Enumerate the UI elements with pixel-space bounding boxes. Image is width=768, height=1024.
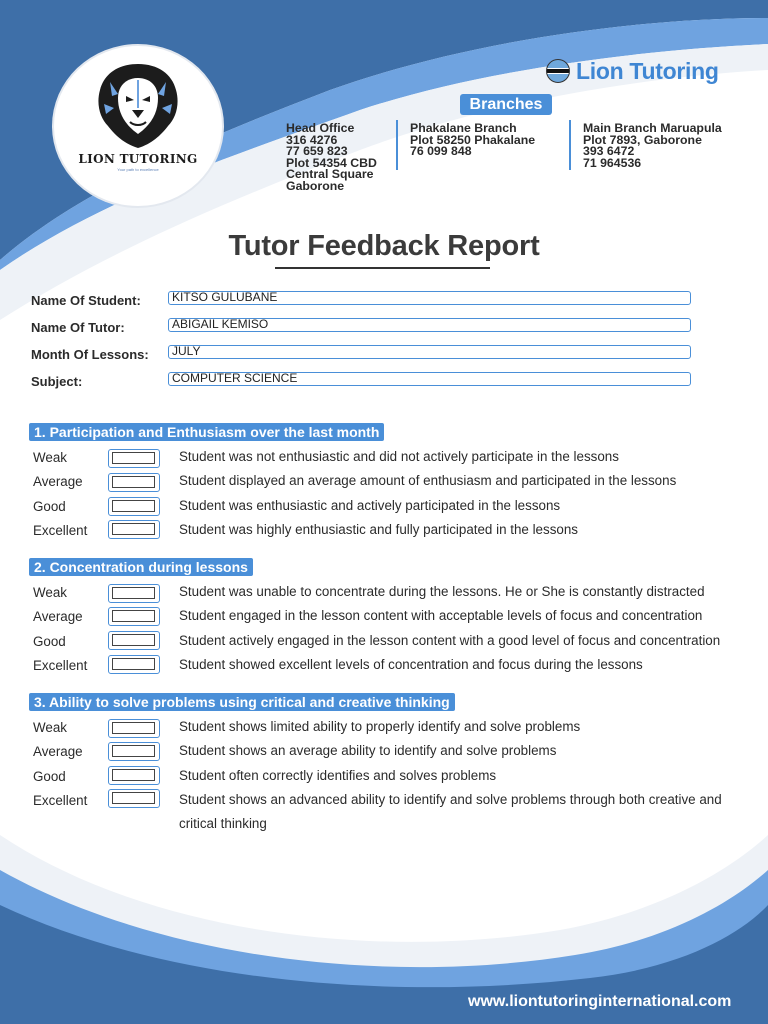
branch-maruapula	[583, 123, 722, 169]
logo-tagline: Your path to excellence	[117, 167, 159, 172]
rating-checkbox-weak[interactable]	[108, 449, 160, 468]
logo-wordmark: LION TUTORING	[78, 152, 198, 166]
rating-description: Student shows limited ability to properly identify and solve problems	[179, 719, 581, 734]
branch-divider	[396, 120, 398, 170]
rating-label: Average	[33, 474, 83, 489]
branch-line: Phakalane Branch	[410, 121, 517, 135]
rating-description: Student was unable to concentrate during the lessons. He or She is constantly distracted	[179, 584, 705, 599]
rating-description: Student displayed an average amount of enthusiasm and participated in the lessons	[179, 473, 677, 488]
branch-line: 393 6472	[583, 144, 635, 159]
branches-badge: Branches	[460, 94, 552, 115]
title-underline	[275, 267, 490, 269]
tutor-name-field[interactable]	[168, 318, 691, 332]
student-name-label: Name Of Student:	[31, 293, 141, 308]
branch-line: Head Office	[286, 121, 355, 135]
rating-checkbox-excellent[interactable]	[108, 520, 160, 539]
branch-line: 316 4276	[286, 132, 338, 147]
month-value: JULY	[172, 344, 201, 358]
rating-label: Weak	[33, 450, 67, 465]
section-heading-concentration: 2. Concentration during lessons	[29, 558, 253, 576]
month-label: Month Of Lessons:	[31, 347, 149, 362]
rating-checkbox-excellent[interactable]	[108, 789, 160, 808]
rating-checkbox-good[interactable]	[108, 631, 160, 650]
rating-checkbox-good[interactable]	[108, 497, 160, 516]
subject-label: Subject:	[31, 374, 83, 389]
rating-description: Student shows an advanced ability to identify and solve problems through both creative and critical thinking	[179, 792, 722, 831]
brand-name: Lion Tutoring	[576, 57, 719, 84]
branch-line: 76 099 848	[410, 144, 472, 159]
rating-label: Good	[33, 769, 66, 784]
rating-label: Weak	[33, 585, 67, 600]
branch-line: Plot 54354 CBD	[286, 155, 377, 170]
student-name-value: KITSO GULUBANE	[172, 290, 278, 304]
rating-label: Average	[33, 609, 83, 624]
tutor-name-value: ABIGAIL KEMISO	[172, 317, 269, 331]
branch-phakalane	[410, 123, 535, 158]
branch-divider	[569, 120, 571, 170]
rating-checkbox-weak[interactable]	[108, 584, 160, 603]
section-heading-problem-solving: 3. Ability to solve problems using critical and creative thinking	[29, 693, 455, 711]
rating-label: Excellent	[33, 523, 88, 538]
rating-checkbox-average[interactable]	[108, 742, 160, 761]
branch-line: Central Square	[286, 167, 374, 182]
rating-description: Student engaged in the lesson content with acceptable levels of focus and concentration	[179, 608, 703, 623]
subject-field[interactable]	[168, 372, 691, 386]
branch-head-office	[286, 123, 377, 193]
month-field[interactable]	[168, 345, 691, 359]
logo-badge	[54, 46, 222, 206]
subject-value: COMPUTER SCIENCE	[172, 371, 298, 385]
branch-line: 71 964536	[583, 155, 642, 170]
rating-description: Student showed excellent levels of concentration and focus during the lessons	[179, 657, 643, 672]
rating-checkbox-average[interactable]	[108, 607, 160, 626]
rating-label: Excellent	[33, 793, 88, 808]
tutor-name-label: Name Of Tutor:	[31, 320, 125, 335]
section-heading-participation: 1. Participation and Enthusiasm over the last month	[29, 423, 384, 441]
rating-label: Good	[33, 499, 66, 514]
brand-header	[546, 58, 719, 84]
botswana-flag-icon	[546, 59, 570, 83]
branch-line: Plot 7893, Gaborone	[583, 132, 702, 147]
rating-label: Excellent	[33, 658, 88, 673]
student-name-field[interactable]	[168, 291, 691, 305]
rating-checkbox-weak[interactable]	[108, 719, 160, 738]
branch-line: Main Branch Maruapula	[583, 121, 722, 135]
branch-line: Plot 58250 Phakalane	[410, 132, 536, 147]
rating-description: Student often correctly identifies and solves problems	[179, 768, 497, 783]
website-link[interactable]: www.liontutoringinternational.com	[468, 993, 732, 1010]
branch-line: 77 659 823	[286, 144, 348, 159]
rating-checkbox-excellent[interactable]	[108, 655, 160, 674]
rating-checkbox-good[interactable]	[108, 766, 160, 785]
rating-description: Student was not enthusiastic and did not actively participate in the lessons	[179, 449, 619, 464]
rating-label: Weak	[33, 720, 67, 735]
branch-line: Gaborone	[286, 178, 345, 193]
rating-description: Student shows an average ability to identify and solve problems	[179, 743, 557, 758]
report-title: Tutor Feedback Report	[228, 230, 540, 262]
rating-description: Student was highly enthusiastic and fully participated in the lessons	[179, 522, 578, 537]
rating-description: Student was enthusiastic and actively participated in the lessons	[179, 498, 561, 513]
lion-head-icon	[88, 60, 188, 152]
rating-label: Good	[33, 634, 66, 649]
rating-label: Average	[33, 744, 83, 759]
rating-description: Student actively engaged in the lesson content with a good level of focus and concentration	[179, 633, 721, 648]
rating-checkbox-average[interactable]	[108, 473, 160, 492]
